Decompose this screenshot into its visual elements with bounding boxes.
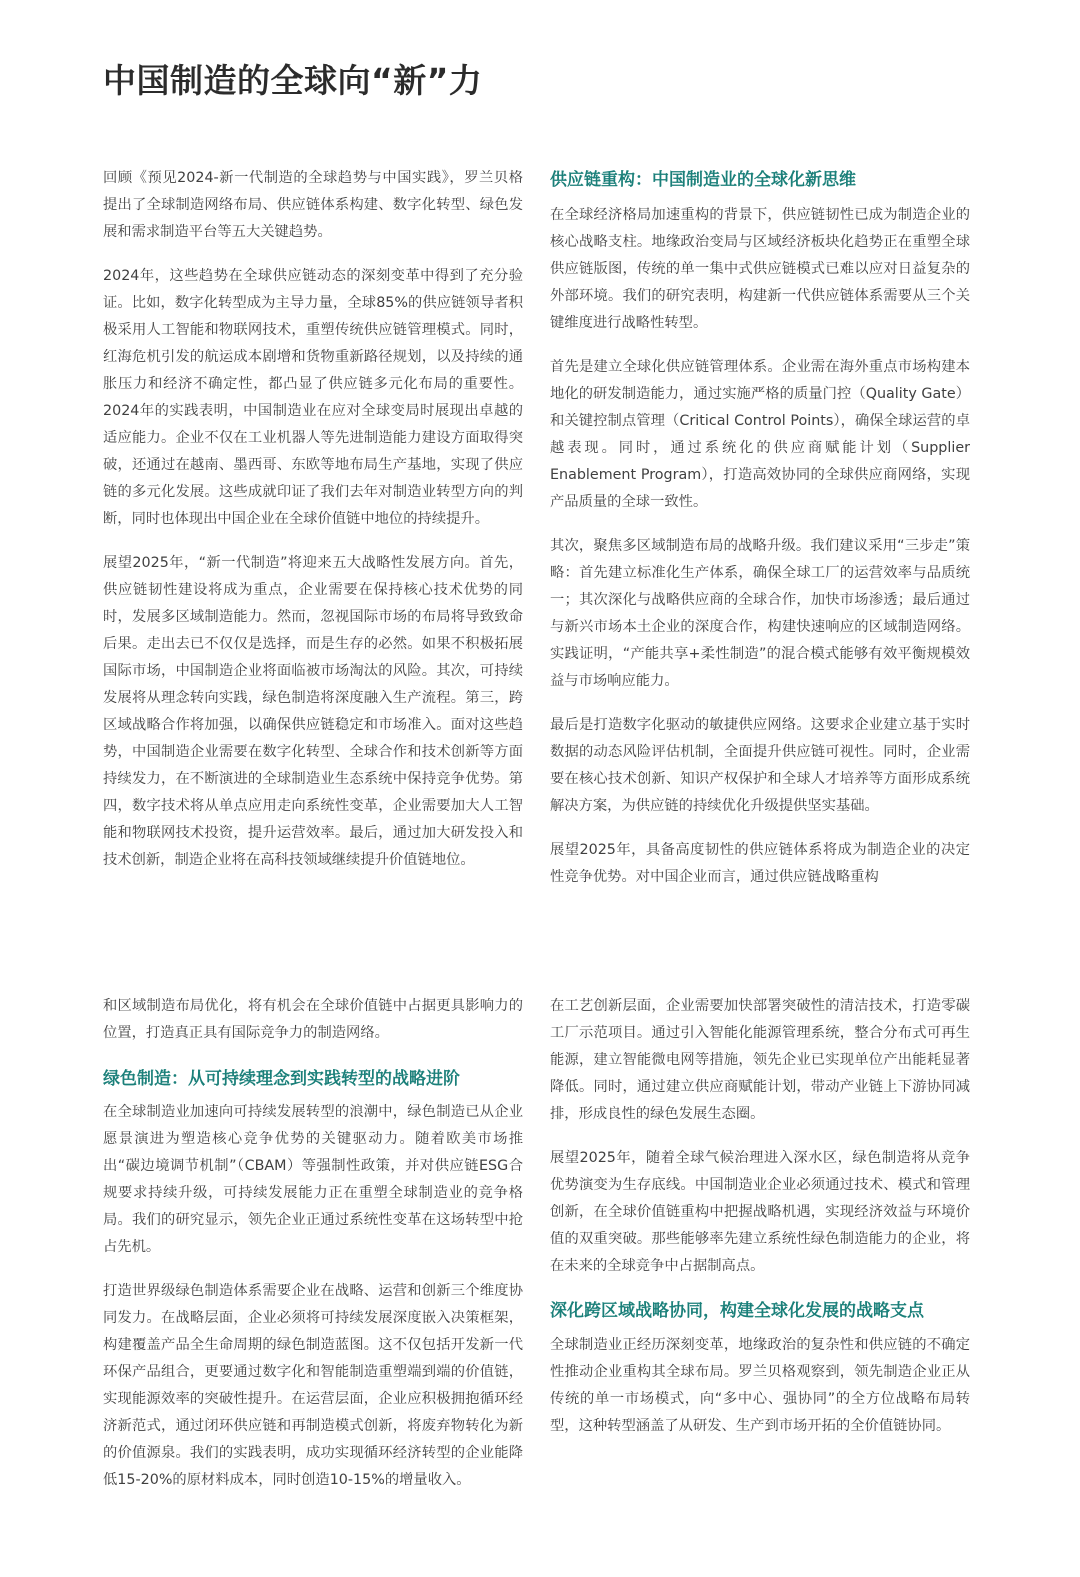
column-bottom-right xyxy=(550,993,970,1457)
intro-paragraph: 回顾《预见2024-新一代制造的全球趋势与中国实践》，罗兰贝格提出了全球制造网络布局、供应链体系构建、数字化转型、绿色发展和需求制造平台等五大关键趋势。 xyxy=(103,170,523,240)
paragraph-cross-region-1: 全球制造业正经历深刻变革，地缘政治的复杂性和供应链的不确定性推动企业重构其全球布局。罗兰贝格观察到，领先制造企业正从传统的单一市场模式，向“多中心、强协同”的全方位战略布局转型，这种转型涵盖了从研发、生产到市场开拓的全价值链协同。 xyxy=(550,1337,970,1434)
paragraph-green-4: 展望2025年，随着全球气候治理进入深水区，绿色制造将从竞争优势演变为生存底线。中国制造业企业必须通过技术、模式和管理创新，在全球价值链重构中把握战略机遇，实现经济效益与环境价值的双重突破。那些能够率先建立系统性绿色制造能力的企业，将在未来的全球竞争中占据制高点。 xyxy=(550,1150,970,1274)
page-title: 中国制造的全球向“新”力 xyxy=(103,61,483,100)
paragraph-green-3: 在工艺创新层面，企业需要加快部署突破性的清洁技术，打造零碳工厂示范项目。通过引入智能化能源管理系统，整合分布式可再生能源，建立智能微电网等措施，领先企业已实现单位产出能耗显著降低。同时，通过建立供应商赋能计划，带动产业链上下游协同减排，形成良性的绿色发展生态圈。 xyxy=(550,998,970,1122)
column-top-left xyxy=(103,165,523,891)
paragraph-supply-chain-2: 首先是建立全球化供应链管理体系。企业需在海外重点市场构建本地化的研发制造能力，通过实施严格的质量门控（Quality Gate）和关键控制点管理（Critical Control Points），确保全球运营的卓越表现。同时，通过系统化的供应商赋能计划（Supplier Enablement Program），打造高效协同的全球供应商网络，实现产品质量的全球一致性。 xyxy=(550,359,970,510)
column-bottom-left xyxy=(103,993,523,1511)
paragraph-2024-review: 2024年，这些趋势在全球供应链动态的深刻变革中得到了充分验证。比如，数字化转型成为主导力量，全球85%的供应链领导者积极采用人工智能和物联网技术，重塑传统供应链管理模式。同时，红海危机引发的航运成本剧增和货物重新路径规划，以及持续的通胀压力和经济不确定性，都凸显了供应链多元化布局的重要性。2024年的实践表明，中国制造业在应对全球变局时展现出卓越的适应能力。企业不仅在工业机器人等先进制造能力建设方面取得突破，还通过在越南、墨西哥、东欧等地布局生产基地，实现了供应链的多元化发展。这些成就印证了我们去年对制造业转型方向的判断，同时也体现出中国企业在全球价值链中地位的持续提升。 xyxy=(103,268,523,527)
paragraph-continuation: 和区域制造布局优化，将有机会在全球价值链中占据更具影响力的位置，打造真正具有国际竞争力的制造网络。 xyxy=(103,998,523,1041)
paragraph-supply-chain-3: 其次，聚焦多区域制造布局的战略升级。我们建议采用“三步走”策略：首先建立标准化生产体系，确保全球工厂的运营效率与品质统一；其次深化与战略供应商的全球合作，加快市场渗透；最后通过与新兴市场本土企业的深度合作，构建快速响应的区域制造网络。实践证明，“产能共享+柔性制造”的混合模式能够有效平衡规模效益与市场响应能力。 xyxy=(550,538,970,689)
section-heading-supply-chain: 供应链重构：中国制造业的全球化新思维 xyxy=(550,170,856,190)
paragraph-supply-chain-1: 在全球经济格局加速重构的背景下，供应链韧性已成为制造企业的核心战略支柱。地缘政治变局与区域经济板块化趋势正在重塑全球供应链版图，传统的单一集中式供应链模式已难以应对日益复杂的外部环境。我们的研究表明，构建新一代供应链体系需要从三个关键维度进行战略性转型。 xyxy=(550,207,970,331)
section-heading-cross-region: 深化跨区域战略协同，构建全球化发展的战略支点 xyxy=(550,1301,924,1321)
section-heading-green-manufacturing: 绿色制造：从可持续理念到实践转型的战略进阶 xyxy=(103,1069,460,1089)
paragraph-supply-chain-4: 最后是打造数字化驱动的敏捷供应网络。这要求企业建立基于实时数据的动态风险评估机制，全面提升供应链可视性。同时，企业需要在核心技术创新、知识产权保护和全球人才培养等方面形成系统解决方案，为供应链的持续优化升级提供坚实基础。 xyxy=(550,717,970,814)
paragraph-green-2: 打造世界级绿色制造体系需要企业在战略、运营和创新三个维度协同发力。在战略层面，企业必须将可持续发展深度嵌入决策框架，构建覆盖产品全生命周期的绿色制造蓝图。这不仅包括开发新一代环保产品组合，更要通过数字化和智能制造重塑端到端的价值链，实现能源效率的突破性提升。在运营层面，企业应积极拥抱循环经济新范式，通过闭环供应链和再制造模式创新，将废弃物转化为新的价值源泉。我们的实践表明，成功实现循环经济转型的企业能降低15-20%的原材料成本，同时创造10-15%的增量收入。 xyxy=(103,1283,523,1488)
column-top-right xyxy=(550,168,970,908)
paragraph-green-1: 在全球制造业加速向可持续发展转型的浪潮中，绿色制造已从企业愿景演进为塑造核心竞争优势的关键驱动力。随着欧美市场推出“碳边境调节机制”（CBAM）等强制性政策，并对供应链ESG合规要求持续升级，可持续发展能力正在重塑全球制造业的竞争格局。我们的研究显示，领先企业正通过系统性变革在这场转型中抢占先机。 xyxy=(103,1104,523,1255)
paragraph-2025-outlook: 展望2025年，“新一代制造”将迎来五大战略性发展方向。首先，供应链韧性建设将成为重点，企业需要在保持核心技术优势的同时，发展多区域制造能力。然而，忽视国际市场的布局将导致致命后果。走出去已不仅仅是选择，而是生存的必然。如果不积极拓展国际市场，中国制造企业将面临被市场淘汰的风险。其次，可持续发展将从理念转向实践，绿色制造将深度融入生产流程。第三，跨区域战略合作将加强，以确保供应链稳定和市场准入。面对这些趋势，中国制造企业需要在数字化转型、全球合作和技术创新等方面持续发力，在不断演进的全球制造业生态系统中保持竞争优势。第四，数字技术将从单点应用走向系统性变革，企业需要加大人工智能和物联网技术投资，提升运营效率。最后，通过加大研发投入和技术创新，制造企业将在高科技领域继续提升价值链地位。 xyxy=(103,555,523,868)
paragraph-supply-chain-5: 展望2025年，具备高度韧性的供应链体系将成为制造企业的决定性竞争优势。对中国企业而言，通过供应链战略重构 xyxy=(550,842,970,885)
